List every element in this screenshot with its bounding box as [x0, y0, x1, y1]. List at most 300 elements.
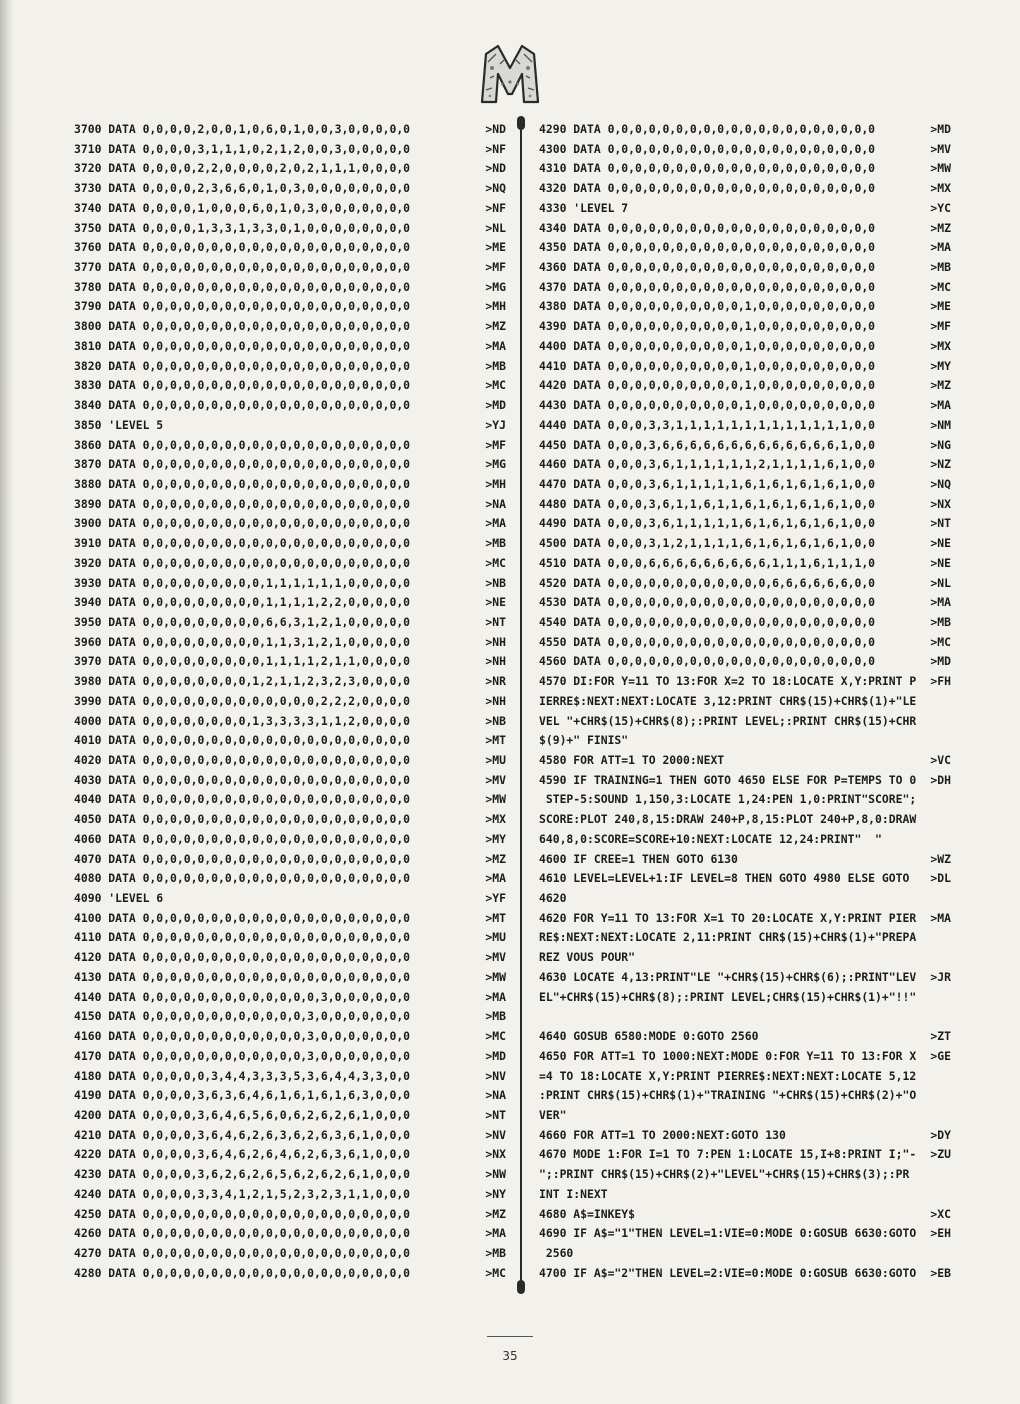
checksum: >NH: [485, 693, 506, 708]
checksum: >NF: [485, 200, 506, 215]
code-text: 4510 DATA 0,0,0,6,6,6,6,6,6,6,6,6,1,1,1,6,1,1,1,0: [539, 555, 876, 570]
checksum: >NT: [485, 614, 506, 629]
code-line: [74, 219, 506, 239]
code-line: [74, 771, 506, 791]
checksum: >MW: [485, 792, 506, 807]
code-line: [539, 692, 951, 712]
checksum: >NT: [485, 1107, 506, 1122]
code-line: [539, 514, 951, 534]
code-line: [539, 376, 951, 396]
checksum: >ME: [930, 299, 951, 314]
code-text: 4270 DATA 0,0,0,0,0,0,0,0,0,0,0,0,0,0,0,0,0,0,0,0: [74, 1245, 411, 1260]
checksum: >FH: [930, 674, 951, 689]
code-line: [74, 889, 506, 909]
code-text: 4210 DATA 0,0,0,0,3,6,4,6,2,6,3,6,2,6,3,6,1,0,0,0: [74, 1127, 411, 1142]
checksum: >ME: [485, 240, 506, 255]
checksum: >MD: [485, 1048, 506, 1063]
code-text: IERRE$:NEXT:NEXT:LOCATE 3,12:PRINT CHR$(15)+CHR$(1)+"LE: [539, 693, 917, 708]
code-line: [539, 1067, 951, 1087]
checksum: >NQ: [485, 181, 506, 196]
code-line: [539, 278, 951, 298]
code-text: 4220 DATA 0,0,0,0,3,6,4,6,2,6,4,6,2,6,3,6,1,0,0,0: [74, 1147, 411, 1162]
code-line: [539, 396, 951, 416]
code-text: 4490 DATA 0,0,0,3,6,1,1,1,1,1,6,1,6,1,6,1,6,1,0,0: [539, 516, 876, 531]
code-text: 4550 DATA 0,0,0,0,0,0,0,0,0,0,0,0,0,0,0,0,0,0,0,0: [539, 634, 876, 649]
code-line: [74, 514, 506, 534]
code-line: [74, 830, 506, 850]
listing-column-right: [539, 120, 951, 1283]
code-text: REZ VOUS POUR": [539, 950, 636, 965]
code-text: 3970 DATA 0,0,0,0,0,0,0,0,0,1,1,1,1,2,1,1,0,0,0,0: [74, 654, 411, 669]
code-line: [74, 396, 506, 416]
code-line: [74, 1264, 506, 1284]
checksum: >MX: [930, 181, 951, 196]
code-line: [539, 1205, 951, 1225]
checksum: >ZT: [930, 1029, 951, 1044]
code-text: 4180 DATA 0,0,0,0,0,3,4,4,3,3,3,5,3,6,4,4,3,3,0,0: [74, 1068, 411, 1083]
checksum: >MZ: [930, 378, 951, 393]
code-line: [74, 751, 506, 771]
code-line: [74, 1086, 506, 1106]
code-line: [74, 1047, 506, 1067]
code-text: 3850 'LEVEL 5: [74, 417, 164, 432]
code-text: 3730 DATA 0,0,0,0,2,3,6,6,0,1,0,3,0,0,0,0,0,0,0,0: [74, 181, 411, 196]
column-divider: [520, 120, 522, 1290]
code-line: [539, 1224, 951, 1244]
code-line: [539, 1086, 951, 1106]
code-text: 3840 DATA 0,0,0,0,0,0,0,0,0,0,0,0,0,0,0,0,0,0,0,0: [74, 398, 411, 413]
code-line: [539, 928, 951, 948]
checksum: >NH: [485, 634, 506, 649]
code-line: [74, 1244, 506, 1264]
checksum: >VC: [930, 753, 951, 767]
code-text: 3940 DATA 0,0,0,0,0,0,0,0,0,1,1,1,1,2,2,0,0,0,0,0: [74, 595, 411, 610]
code-line: [539, 1106, 951, 1126]
code-text: 4450 DATA 0,0,0,3,6,6,6,6,6,6,6,6,6,6,6,6,6,1,0,0: [539, 437, 876, 452]
checksum: >ZU: [930, 1147, 951, 1162]
code-text: 4170 DATA 0,0,0,0,0,0,0,0,0,0,0,0,3,0,0,0,0,0,0,0: [74, 1048, 411, 1063]
checksum: >NB: [485, 713, 506, 728]
checksum: >MG: [485, 279, 506, 294]
code-line: [539, 554, 951, 574]
checksum: >MV: [930, 141, 951, 156]
checksum: >MU: [485, 753, 506, 767]
checksum: >MA: [485, 516, 506, 531]
code-line: [539, 159, 951, 179]
checksum: >NL: [485, 220, 506, 235]
code-line: [539, 593, 951, 613]
code-text: 4260 DATA 0,0,0,0,0,0,0,0,0,0,0,0,0,0,0,0,0,0,0,0: [74, 1226, 411, 1241]
code-text: 4620 FOR Y=11 TO 13:FOR X=1 TO 20:LOCATE X,Y:PRINT PIER: [539, 910, 917, 925]
code-text: 4540 DATA 0,0,0,0,0,0,0,0,0,0,0,0,0,0,0,0,0,0,0,0: [539, 614, 876, 629]
code-text: 3930 DATA 0,0,0,0,0,0,0,0,0,1,1,1,1,1,1,0,0,0,0,0: [74, 575, 411, 590]
code-text: 4460 DATA 0,0,0,3,6,1,1,1,1,1,1,2,1,1,1,1,6,1,0,0: [539, 457, 876, 472]
code-line: [74, 1185, 506, 1205]
checksum: >MC: [485, 1265, 506, 1280]
checksum: >MT: [485, 910, 506, 925]
code-line: [74, 495, 506, 515]
code-text: 4640 GOSUB 6580:MODE 0:GOTO 2560: [539, 1029, 759, 1044]
code-line: [539, 120, 951, 140]
code-text: 3780 DATA 0,0,0,0,0,0,0,0,0,0,0,0,0,0,0,0,0,0,0,0: [74, 279, 411, 294]
page-binding-shadow: [0, 0, 14, 1404]
code-text: 4420 DATA 0,0,0,0,0,0,0,0,0,0,1,0,0,0,0,0,0,0,0,0: [539, 378, 876, 393]
code-line: [539, 179, 951, 199]
checksum: >MC: [485, 1029, 506, 1044]
code-text: 4530 DATA 0,0,0,0,0,0,0,0,0,0,0,0,0,0,0,0,0,0,0,0: [539, 595, 876, 610]
checksum: >MD: [930, 122, 951, 136]
code-line: [539, 238, 951, 258]
checksum: >NW: [485, 1167, 506, 1182]
code-text: 4630 LOCATE 4,13:PRINT"LE "+CHR$(15)+CHR$(6);:PRINT"LEV: [539, 969, 917, 984]
checksum: >NA: [485, 496, 506, 511]
checksum: >MB: [485, 1009, 506, 1024]
code-line: [74, 1205, 506, 1225]
checksum: >MZ: [930, 220, 951, 235]
code-line: [539, 771, 951, 791]
checksum: >MT: [485, 733, 506, 748]
checksum: >MA: [930, 240, 951, 255]
code-text: 4280 DATA 0,0,0,0,0,0,0,0,0,0,0,0,0,0,0,0,0,0,0,0: [74, 1265, 411, 1280]
checksum: >MB: [485, 358, 506, 373]
code-text: 4480 DATA 0,0,0,3,6,1,1,6,1,1,6,1,6,1,6,1,6,1,0,0: [539, 496, 876, 511]
code-text: VER": [539, 1107, 567, 1122]
code-text: 4060 DATA 0,0,0,0,0,0,0,0,0,0,0,0,0,0,0,0,0,0,0,0: [74, 831, 411, 846]
code-text: 4680 A$=INKEY$: [539, 1206, 636, 1221]
code-text: 4040 DATA 0,0,0,0,0,0,0,0,0,0,0,0,0,0,0,0,0,0,0,0: [74, 792, 411, 807]
code-text: RE$:NEXT:NEXT:LOCATE 2,11:PRINT CHR$(15)+CHR$(1)+"PREPA: [539, 930, 917, 945]
code-text: 4120 DATA 0,0,0,0,0,0,0,0,0,0,0,0,0,0,0,0,0,0,0,0: [74, 950, 411, 965]
code-line: [539, 258, 951, 278]
code-text: VEL "+CHR$(15)+CHR$(8);:PRINT LEVEL;:PRINT CHR$(15)+CHR: [539, 713, 917, 728]
checksum: >MG: [485, 457, 506, 472]
checksum: >MA: [930, 910, 951, 925]
code-line: [74, 692, 506, 712]
code-line: [74, 1007, 506, 1027]
checksum: >NH: [485, 654, 506, 669]
code-line: [539, 317, 951, 337]
checksum: >XC: [930, 1206, 951, 1221]
code-line: [74, 455, 506, 475]
code-text: 4500 DATA 0,0,0,3,1,2,1,1,1,1,6,1,6,1,6,1,6,1,0,0: [539, 536, 876, 551]
code-text: ";:PRINT CHR$(15)+CHR$(2)+"LEVEL"+CHR$(15)+CHR$(3);:PR: [539, 1167, 910, 1182]
code-text: 4020 DATA 0,0,0,0,0,0,0,0,0,0,0,0,0,0,0,0,0,0,0,0: [74, 753, 411, 767]
code-text: 2560: [539, 1245, 574, 1260]
m-logo-icon: [474, 38, 546, 110]
checksum: >NX: [485, 1147, 506, 1162]
checksum: >MD: [485, 398, 506, 413]
code-line: [539, 751, 951, 771]
code-line: [74, 436, 506, 456]
checksum: >MC: [485, 555, 506, 570]
code-text: 3890 DATA 0,0,0,0,0,0,0,0,0,0,0,0,0,0,0,0,0,0,0,0: [74, 496, 411, 511]
code-text: 4290 DATA 0,0,0,0,0,0,0,0,0,0,0,0,0,0,0,0,0,0,0,0: [539, 122, 876, 136]
checksum: >NL: [930, 575, 951, 590]
code-text: 3700 DATA 0,0,0,0,2,0,0,1,0,6,0,1,0,0,3,0,0,0,0,0: [74, 122, 411, 136]
code-text: 4230 DATA 0,0,0,0,3,6,2,6,2,6,5,6,2,6,2,6,1,0,0,0: [74, 1167, 411, 1182]
code-line: [74, 416, 506, 436]
code-text: 4010 DATA 0,0,0,0,0,0,0,0,0,0,0,0,0,0,0,0,0,0,0,0: [74, 733, 411, 748]
page-number: 35: [502, 1349, 518, 1363]
checksum: >MW: [485, 969, 506, 984]
code-text: $(9)+" FINIS": [539, 733, 629, 748]
code-text: 4330 'LEVEL 7: [539, 200, 629, 215]
code-line: [539, 869, 951, 889]
checksum: >MF: [485, 437, 506, 452]
checksum: >MB: [930, 614, 951, 629]
checksum: >EH: [930, 1226, 951, 1241]
code-line: [74, 357, 506, 377]
code-text: 4580 FOR ATT=1 TO 2000:NEXT: [539, 753, 725, 767]
checksum: >MZ: [485, 851, 506, 866]
checksum: >DL: [930, 871, 951, 886]
checksum: >MA: [485, 338, 506, 353]
code-text: 4130 DATA 0,0,0,0,0,0,0,0,0,0,0,0,0,0,0,0,0,0,0,0: [74, 969, 411, 984]
code-line: [539, 475, 951, 495]
code-text: 4570 DI:FOR Y=11 TO 13:FOR X=2 TO 18:LOCATE X,Y:PRINT P: [539, 674, 917, 689]
code-line: [74, 928, 506, 948]
code-line: [74, 652, 506, 672]
checksum: >MX: [930, 338, 951, 353]
code-line: [74, 337, 506, 357]
checksum: >NE: [930, 555, 951, 570]
code-line: [539, 850, 951, 870]
code-line: [74, 712, 506, 732]
code-text: =4 TO 18:LOCATE X,Y:PRINT PIERRE$:NEXT:NEXT:LOCATE 5,12: [539, 1068, 917, 1083]
checksum: >MB: [930, 260, 951, 275]
code-text: 3740 DATA 0,0,0,0,1,0,0,0,6,0,1,0,3,0,0,0,0,0,0,0: [74, 200, 411, 215]
code-text: 4620: [539, 891, 567, 906]
code-line: [539, 416, 951, 436]
code-text: 3720 DATA 0,0,0,0,2,2,0,0,0,0,2,0,2,1,1,1,0,0,0,0: [74, 161, 411, 176]
code-line: [74, 1145, 506, 1165]
code-text: 4000 DATA 0,0,0,0,0,0,0,0,1,3,3,3,3,1,1,2,0,0,0,0: [74, 713, 411, 728]
code-line: [539, 337, 951, 357]
code-line: [539, 1244, 951, 1264]
code-line: [74, 554, 506, 574]
checksum: >NQ: [930, 476, 951, 491]
code-line: [74, 1067, 506, 1087]
checksum: >MF: [485, 260, 506, 275]
code-line: [539, 436, 951, 456]
code-line: [539, 219, 951, 239]
code-line: [539, 909, 951, 929]
code-line: [74, 672, 506, 692]
code-text: 4520 DATA 0,0,0,0,0,0,0,0,0,0,0,0,6,6,6,6,6,6,0,0: [539, 575, 876, 590]
checksum: >NV: [485, 1068, 506, 1083]
code-text: 4410 DATA 0,0,0,0,0,0,0,0,0,0,1,0,0,0,0,0,0,0,0,0: [539, 358, 876, 373]
code-text: 4590 IF TRAINING=1 THEN GOTO 4650 ELSE FOR P=TEMPS TO 0: [539, 772, 917, 787]
checksum: >MA: [930, 398, 951, 413]
code-text: 4310 DATA 0,0,0,0,0,0,0,0,0,0,0,0,0,0,0,0,0,0,0,0: [539, 161, 876, 176]
checksum: >MZ: [485, 1206, 506, 1221]
code-text: 3900 DATA 0,0,0,0,0,0,0,0,0,0,0,0,0,0,0,0,0,0,0,0: [74, 516, 411, 531]
code-text: 4440 DATA 0,0,0,3,3,1,1,1,1,1,1,1,1,1,1,1,1,1,0,0: [539, 417, 876, 432]
code-text: 4660 FOR ATT=1 TO 2000:NEXT:GOTO 130: [539, 1127, 786, 1142]
code-text: 3750 DATA 0,0,0,0,1,3,3,1,3,3,0,1,0,0,0,0,0,0,0,0: [74, 220, 411, 235]
code-text: 3960 DATA 0,0,0,0,0,0,0,0,0,1,1,3,1,2,1,0,0,0,0,0: [74, 634, 411, 649]
code-line: [539, 534, 951, 554]
checksum: >NT: [930, 516, 951, 531]
code-text: 4050 DATA 0,0,0,0,0,0,0,0,0,0,0,0,0,0,0,0,0,0,0,0: [74, 812, 411, 827]
code-line: [74, 140, 506, 160]
code-line: [539, 830, 951, 850]
code-text: 4150 DATA 0,0,0,0,0,0,0,0,0,0,0,0,3,0,0,0,0,0,0,0: [74, 1009, 411, 1024]
code-line: [74, 376, 506, 396]
code-line: [74, 278, 506, 298]
code-line: [539, 1027, 951, 1047]
code-line: [74, 297, 506, 317]
code-line: [74, 120, 506, 140]
checksum: >MB: [485, 1245, 506, 1260]
code-text: 3820 DATA 0,0,0,0,0,0,0,0,0,0,0,0,0,0,0,0,0,0,0,0: [74, 358, 411, 373]
code-text: 4140 DATA 0,0,0,0,0,0,0,0,0,0,0,0,0,3,0,0,0,0,0,0: [74, 989, 411, 1004]
code-line: [74, 869, 506, 889]
code-text: 4700 IF A$="2"THEN LEVEL=2:VIE=0:MODE 0:GOSUB 6630:GOTO: [539, 1265, 917, 1280]
checksum: >MV: [485, 772, 506, 787]
code-text: 4670 MODE 1:FOR I=1 TO 7:PEN 1:LOCATE 15,I+8:PRINT I;"-: [539, 1147, 917, 1162]
code-text: 4200 DATA 0,0,0,0,3,6,4,6,5,6,0,6,2,6,2,6,1,0,0,0: [74, 1107, 411, 1122]
code-line: [74, 317, 506, 337]
code-text: 4300 DATA 0,0,0,0,0,0,0,0,0,0,0,0,0,0,0,0,0,0,0,0: [539, 141, 876, 156]
code-line: [74, 475, 506, 495]
code-text: 4320 DATA 0,0,0,0,0,0,0,0,0,0,0,0,0,0,0,0,0,0,0,0: [539, 181, 876, 196]
checksum: >MU: [485, 930, 506, 945]
checksum: >MD: [930, 654, 951, 669]
code-text: 4690 IF A$="1"THEN LEVEL=1:VIE=0:MODE 0:GOSUB 6630:GOTO: [539, 1226, 917, 1241]
checksum: >NZ: [930, 457, 951, 472]
code-line: [539, 1047, 951, 1067]
code-text: 4610 LEVEL=LEVEL+1:IF LEVEL=8 THEN GOTO 4980 ELSE GOTO: [539, 871, 910, 886]
code-line: [74, 258, 506, 278]
code-text: EL"+CHR$(15)+CHR$(8);:PRINT LEVEL;CHR$(15)+CHR$(1)+"!!": [539, 989, 917, 1004]
code-line: [74, 810, 506, 830]
code-line: [74, 1224, 506, 1244]
code-line: [539, 1165, 951, 1185]
code-text: :PRINT CHR$(15)+CHR$(1)+"TRAINING "+CHR$(15)+CHR$(2)+"O: [539, 1088, 917, 1103]
code-text: 4070 DATA 0,0,0,0,0,0,0,0,0,0,0,0,0,0,0,0,0,0,0,0: [74, 851, 411, 866]
code-line: [539, 1007, 951, 1027]
code-text: 4340 DATA 0,0,0,0,0,0,0,0,0,0,0,0,0,0,0,0,0,0,0,0: [539, 220, 876, 235]
code-text: 4380 DATA 0,0,0,0,0,0,0,0,0,0,1,0,0,0,0,0,0,0,0,0: [539, 299, 876, 314]
code-line: [74, 1027, 506, 1047]
code-text: 4110 DATA 0,0,0,0,0,0,0,0,0,0,0,0,0,0,0,0,0,0,0,0: [74, 930, 411, 945]
code-text: 3710 DATA 0,0,0,0,3,1,1,1,0,2,1,2,0,0,3,0,0,0,0,0: [74, 141, 411, 156]
code-text: 3860 DATA 0,0,0,0,0,0,0,0,0,0,0,0,0,0,0,0,0,0,0,0: [74, 437, 411, 452]
code-text: 4650 FOR ATT=1 TO 1000:NEXT:MODE 0:FOR Y=11 TO 13:FOR X: [539, 1048, 917, 1063]
checksum: >MX: [485, 812, 506, 827]
checksum: >MC: [930, 634, 951, 649]
code-line: [539, 988, 951, 1008]
code-text: 4560 DATA 0,0,0,0,0,0,0,0,0,0,0,0,0,0,0,0,0,0,0,0: [539, 654, 876, 669]
checksum: >MA: [485, 989, 506, 1004]
code-line: [74, 593, 506, 613]
code-line: [539, 495, 951, 515]
code-line: [539, 889, 951, 909]
code-text: 3790 DATA 0,0,0,0,0,0,0,0,0,0,0,0,0,0,0,0,0,0,0,0: [74, 299, 411, 314]
code-text: INT I:NEXT: [539, 1186, 608, 1201]
code-text: 4030 DATA 0,0,0,0,0,0,0,0,0,0,0,0,0,0,0,0,0,0,0,0: [74, 772, 411, 787]
code-line: [539, 968, 951, 988]
code-text: 4090 'LEVEL 6: [74, 891, 164, 906]
checksum: >MY: [930, 358, 951, 373]
code-line: [74, 1165, 506, 1185]
code-line: [539, 1145, 951, 1165]
code-line: [74, 948, 506, 968]
checksum: >NV: [485, 1127, 506, 1142]
checksum: >JR: [930, 969, 951, 984]
code-text: 4470 DATA 0,0,0,3,6,1,1,1,1,1,6,1,6,1,6,1,6,1,0,0: [539, 476, 876, 491]
checksum: >DH: [930, 772, 951, 787]
code-line: [539, 810, 951, 830]
checksum: >NY: [485, 1186, 506, 1201]
code-line: [539, 731, 951, 751]
code-line: [74, 238, 506, 258]
code-text: 3760 DATA 0,0,0,0,0,0,0,0,0,0,0,0,0,0,0,0,0,0,0,0: [74, 240, 411, 255]
code-text: 640,8,0:SCORE=SCORE+10:NEXT:LOCATE 12,24:PRINT" ": [539, 831, 882, 846]
checksum: >MH: [485, 299, 506, 314]
code-text: 4190 DATA 0,0,0,0,3,6,3,6,4,6,1,6,1,6,1,6,3,0,0,0: [74, 1088, 411, 1103]
checksum: >MC: [930, 279, 951, 294]
checksum: >WZ: [930, 851, 951, 866]
code-text: 3950 DATA 0,0,0,0,0,0,0,0,0,6,6,3,1,2,1,0,0,0,0,0: [74, 614, 411, 629]
code-line: [74, 179, 506, 199]
code-line: [74, 534, 506, 554]
code-text: 3910 DATA 0,0,0,0,0,0,0,0,0,0,0,0,0,0,0,0,0,0,0,0: [74, 536, 411, 551]
code-line: [539, 652, 951, 672]
code-text: SCORE:PLOT 240,8,15:DRAW 240+P,8,15:PLOT 240+P,8,0:DRAW: [539, 812, 917, 827]
code-line: [74, 1106, 506, 1126]
code-text: 4240 DATA 0,0,0,0,3,3,4,1,2,1,5,2,3,2,3,1,1,0,0,0: [74, 1186, 411, 1201]
code-line: [74, 613, 506, 633]
checksum: >GE: [930, 1048, 951, 1063]
checksum: >MB: [485, 536, 506, 551]
code-text: 3870 DATA 0,0,0,0,0,0,0,0,0,0,0,0,0,0,0,0,0,0,0,0: [74, 457, 411, 472]
checksum: >ND: [485, 122, 506, 136]
checksum: >MV: [485, 950, 506, 965]
code-line: [74, 790, 506, 810]
checksum: >NM: [930, 417, 951, 432]
code-line: [539, 199, 951, 219]
checksum: >NR: [485, 674, 506, 689]
code-line: [74, 633, 506, 653]
checksum: >YF: [485, 891, 506, 906]
checksum: >DY: [930, 1127, 951, 1142]
listing-column-left: [74, 120, 506, 1283]
code-text: 3880 DATA 0,0,0,0,0,0,0,0,0,0,0,0,0,0,0,0,0,0,0,0: [74, 476, 411, 491]
code-line: [539, 1126, 951, 1146]
code-line: [74, 850, 506, 870]
checksum: >NX: [930, 496, 951, 511]
code-text: 4160 DATA 0,0,0,0,0,0,0,0,0,0,0,0,3,0,0,0,0,0,0,0: [74, 1029, 411, 1044]
code-text: 3800 DATA 0,0,0,0,0,0,0,0,0,0,0,0,0,0,0,0,0,0,0,0: [74, 319, 411, 334]
checksum: >NE: [930, 536, 951, 551]
checksum: >MY: [485, 831, 506, 846]
code-line: [74, 159, 506, 179]
code-line: [539, 574, 951, 594]
code-line: [74, 574, 506, 594]
checksum: >MA: [930, 595, 951, 610]
code-line: [539, 297, 951, 317]
code-text: 4100 DATA 0,0,0,0,0,0,0,0,0,0,0,0,0,0,0,0,0,0,0,0: [74, 910, 411, 925]
code-text: 3990 DATA 0,0,0,0,0,0,0,0,0,0,0,0,0,2,2,2,0,0,0,0: [74, 693, 411, 708]
code-text: 3830 DATA 0,0,0,0,0,0,0,0,0,0,0,0,0,0,0,0,0,0,0,0: [74, 378, 411, 393]
code-line: [74, 199, 506, 219]
code-text: 3770 DATA 0,0,0,0,0,0,0,0,0,0,0,0,0,0,0,0,0,0,0,0: [74, 260, 411, 275]
checksum: >NE: [485, 595, 506, 610]
checksum: >MF: [930, 319, 951, 334]
code-line: [74, 988, 506, 1008]
